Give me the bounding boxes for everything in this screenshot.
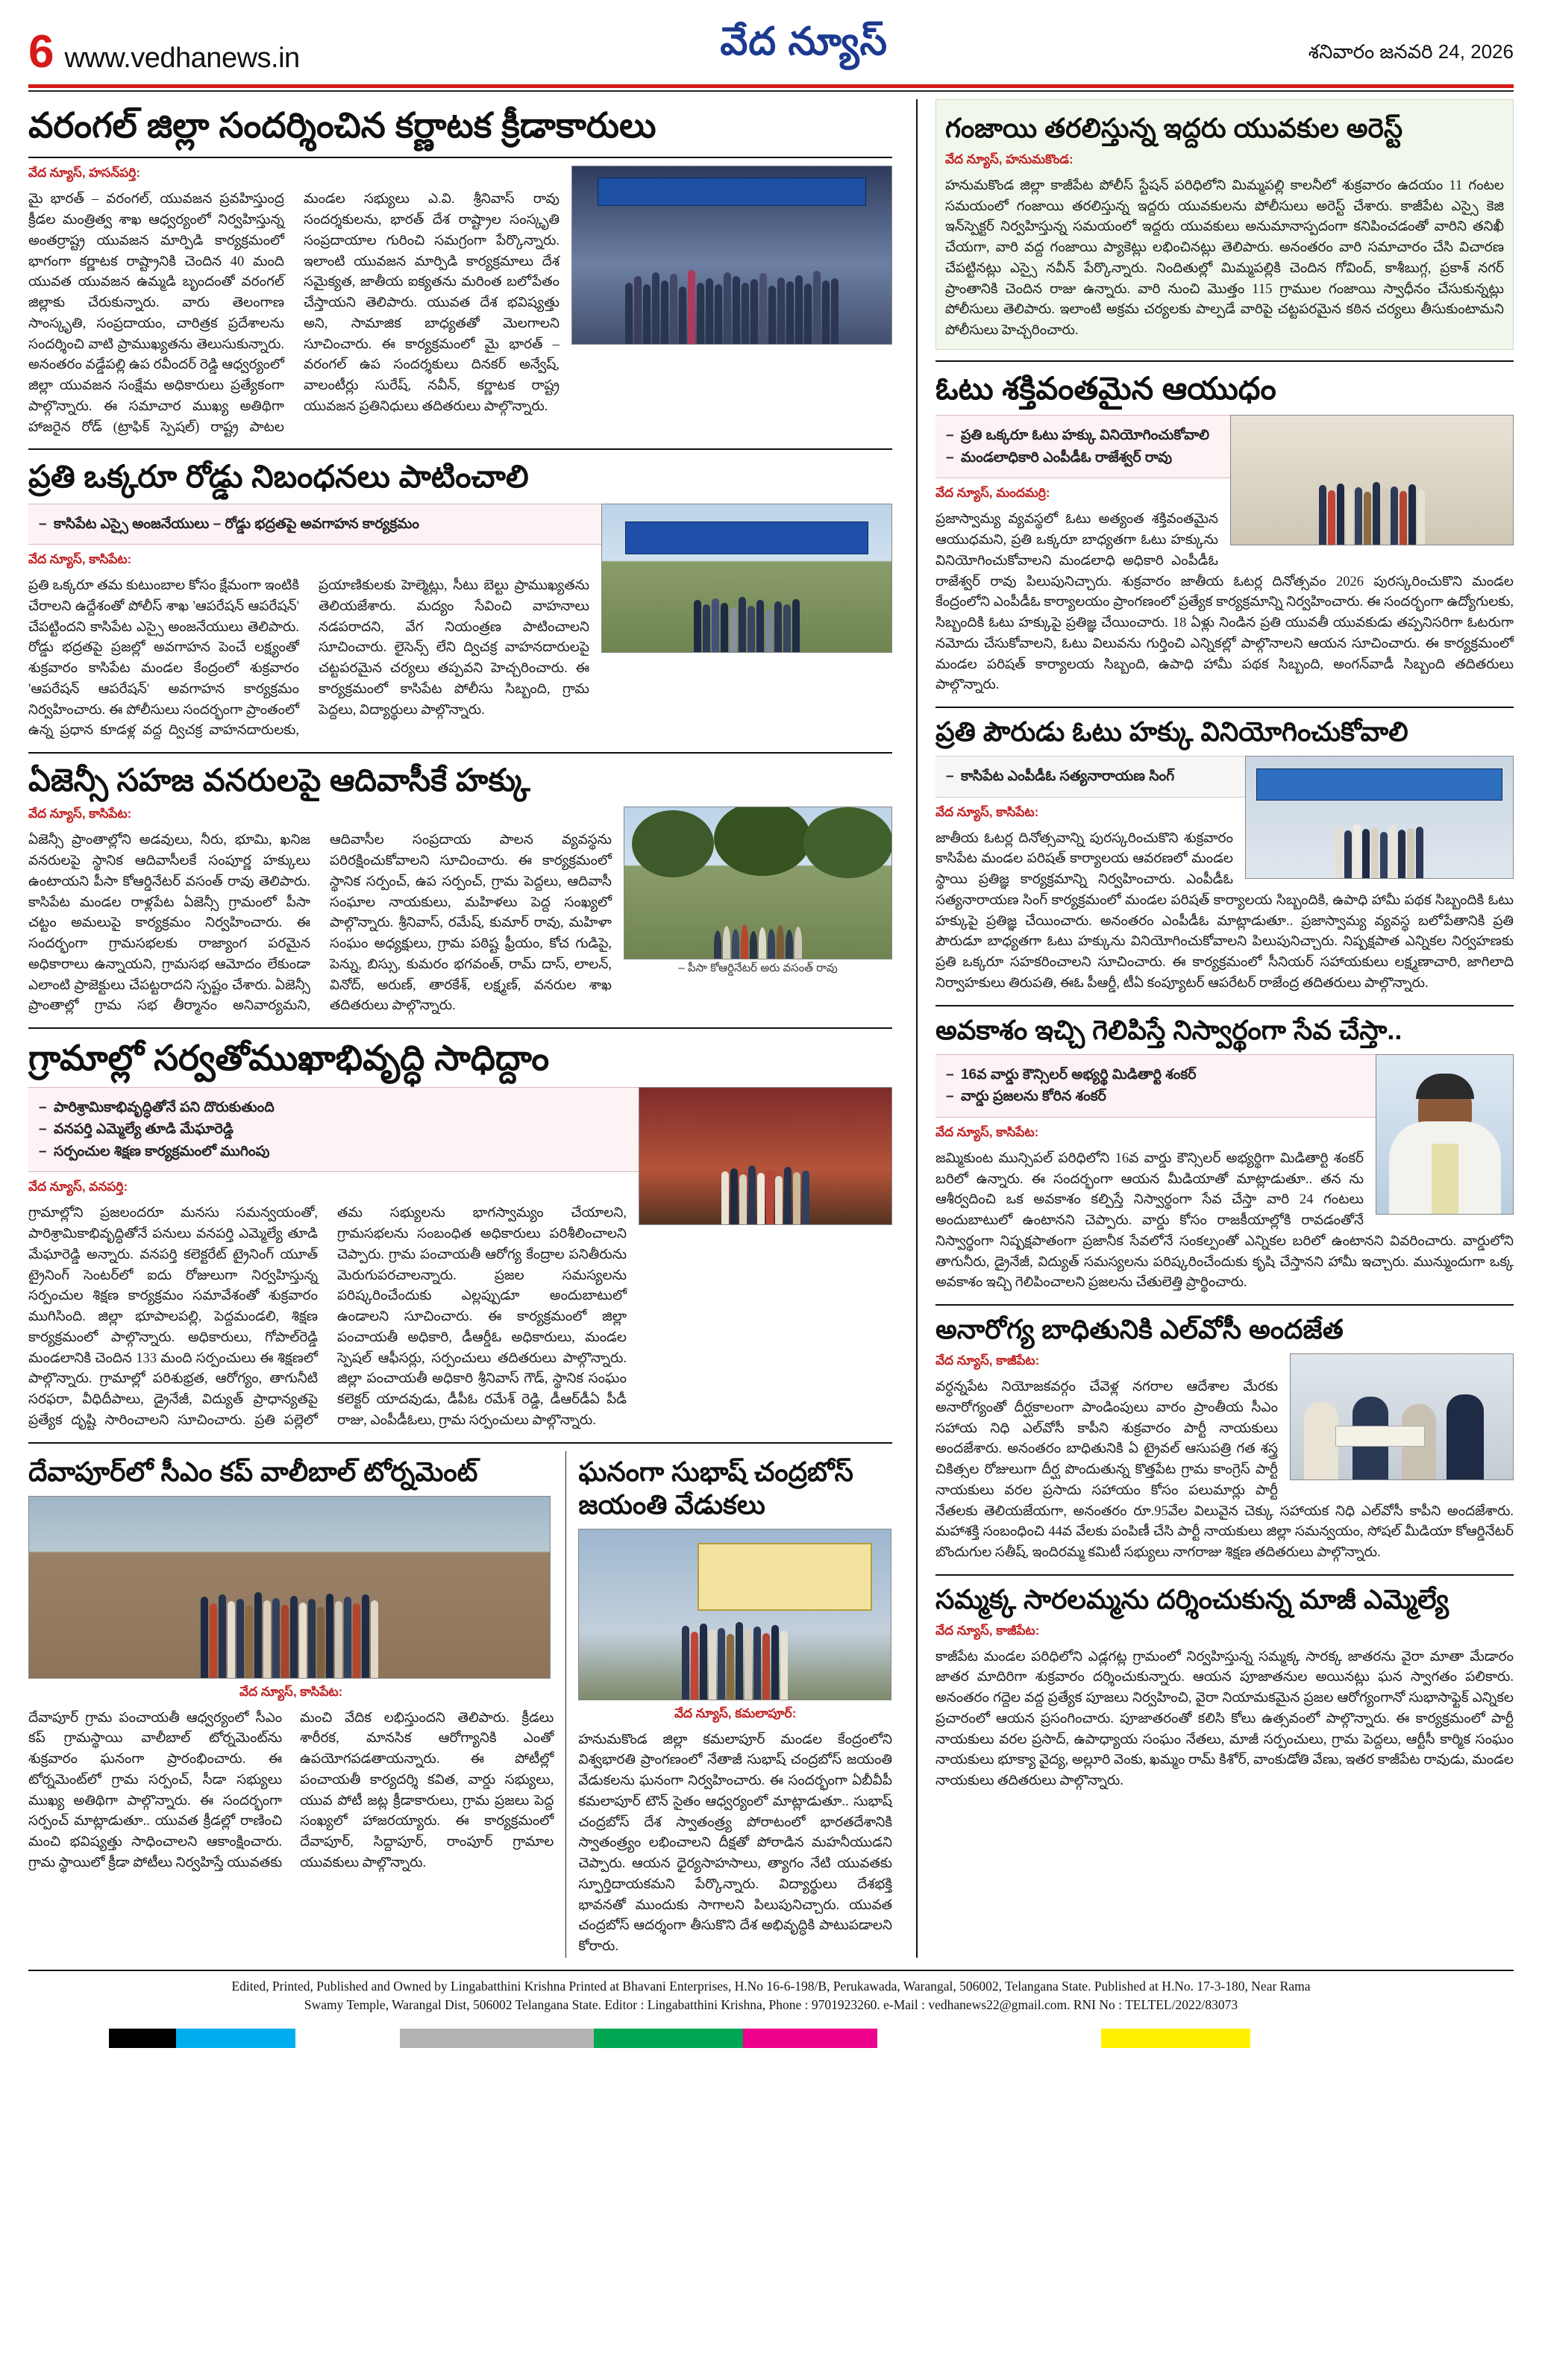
article-village-development <box>28 1036 892 1432</box>
divider <box>28 1442 892 1444</box>
divider <box>28 157 892 158</box>
page-number: 6 <box>28 26 54 78</box>
footer-imprint <box>19 1977 1523 2023</box>
article-body: ఏజెన్సీ ప్రాంతాల్లోని అడవులు, నీరు, భూమి, ఖనిజ వనరులపై స్థానిక ఆదివాసీలకే సంపూర్ణ హక్కులు ఉంటాయని పీసా కోఆర్డినేటర్ వసంత్ రావు తెలిపారు. కాసిపేట మండల రాళ్లపేట ఏజెన్సీ గ్రామంలో పీసా చట్టం అమలుపై కార్యక్రమం నిర్వహించారు. ఈ సందర్భంగా గ్రామసభలకు రాజ్యాంగ పరమైన అధికారాలు ఉన్నాయని, గ్రామసభ ఆమోదం లేకుండా ఎలాంటి ప్రాజెక్టులు చేపట్టరాదని స్పష్టం చేశారు. ఏజెన్సీ ప్రాంతాల్లో గ్రామ సభ తీర్మానం అనివార్యమని, ఆదివాసీల సంప్రదాయ పాలన వ్యవస్థను పరిరక్షించుకోవాలని సూచించారు. ఈ కార్యక్రమంలో స్థానిక సర్పంచ్, ఉప సర్పంచ్, గ్రామ పెద్దలు, ఆదివాసీ సంఘాల నాయకులు, మహిళలు పెద్ద సంఖ్యలో పాల్గొన్నారు. శ్రీనివాస్, రమేష్, కుమార్ రావు, మహిళా సంఘం అధ్యక్షులు, గ్రామ పఠిష్ట ఫ్రీయం, కోచ గుడిపై, పెన్ను, బిస్సు, కుమరం భగవంత్, రామ్ దాస్, లాలన్, వినోద్, అరుణ్, తారకేశ్, లక్ష్మణ్, వనరుల శాఖ తదితరులు పాల్గొన్నారు. <box>28 833 612 1014</box>
photo-gram-sabha-meeting <box>624 807 892 959</box>
article-headline: గ్రామాల్లో సర్వతోముఖాభివృద్ధి సాధిద్దాం <box>28 1038 550 1078</box>
article-headline: ఘనంగా సుభాష్ చంద్రబోస్ జయంతి వేడుకలు <box>578 1456 853 1520</box>
article-byline: వేద న్యూస్, కాజీపేట: <box>935 1353 1040 1368</box>
article-byline: వేద న్యూస్, హసన్‌పర్తి: <box>28 166 140 181</box>
footer-divider <box>28 1970 1514 1971</box>
article-headline: గంజాయి తరలిస్తున్న ఇద్దరు యువకుల అరెస్ట్ <box>944 113 1403 143</box>
article-byline: వేద న్యూస్, కమలాపూర్: <box>674 1706 797 1720</box>
photo-group-karnataka-athletes <box>571 166 892 345</box>
article-body: కాజీపేట మండల పరిధిలోని ఎడ్లగట్ల గ్రామంలో నిర్వహిస్తున్న సమ్మక్క సారక్క జాతరను వైరా మాతా మేడారం జాతర మాదిరిగా శుక్రవారం దర్శించుకున్నారు. ఆయన పూజాతనుల అయినట్లు ఘన స్వాగతం పలికారు. అనంతరం గద్దెల వద్ద ప్రత్యేక పూజలు నిర్వహించి, వైరా నియామకమైన ప్రజల ఆరోగ్యంగానో సుభాసాఫ్టెక్‌ ఎన్నికల ప్రచారంలో ఆయన ప్రసంగించారు. పూజాతరంతో కలిసి కోలు ఉత్సవంలో పాల్గొన్నారు. ఈ కార్యక్రమంలో పార్టీ నాయకులు వరల ప్రసాద్, ఉపాధ్యాయ సంఘం నేతలు, మాజీ సర్పంచులు, గ్రామ పెద్దలు, ఆర్టీసీ కార్మిక సంఘం నాయకులు భూక్యా వైద్య, అల్లూరి వెంకు, ఖమ్మం రామ్ కిశోర్, వాంకుడోతి వేణు, ఇతర కాజీపేట రావుడు, మండల నాయకులు తదితరులు పాల్గొన్నారు. <box>935 1649 1514 1789</box>
article-headline: సమ్మక్క సారలమ్మను దర్శించుకున్న మాజీ ఎమ్మెల్యే <box>935 1583 1449 1615</box>
article-photo-figure <box>624 807 892 977</box>
article-ganja-arrest <box>935 99 1514 350</box>
article-body: హనుమకొండ జిల్లా కాజీపేట పోలీస్ స్టేషన్ పరిధిలోని మిమ్మపల్లి కాలనీలో శుక్రవారం ఉదయం 11 గంటల సమయంలో గంజాయి తరలిస్తున్న ఇద్దరు యువకులను పోలీసులు అరెస్ట్ చేశారు. కాజీపేట ఎస్సై కెజి ఇన్‌స్పెక్టర్ నిర్వహిస్తున్న సమయంలో ఇద్దరు యువకులు అనుమానాస్పదంగా కనిపించడంతో వారిని తనిఖీ చేయగా, వారి వద్ద గంజాయి ప్యాకెట్లు లభించినట్లు తెలిపారు. అనంతరం వారి సమాచారం చేసి విచారణ చేపట్టినట్లు ఎస్సై నవీన్ పేర్కొన్నారు. నిందితుల్లో మిమ్మపల్లికి చెందిన గోవింద్, కాశీబుగ్గ, ప్రకాశ్ నగర్ ప్రాంతానికి చెందిన రాజు ఉన్నారు. వారి నుంచి మొత్తం 115 గ్రాముల గంజాయి స్వాధీనం చేసుకున్నట్లు పోలీసులు తెలిపారు. ఇలాంటి అక్రమ చర్యలకు పాల్పడే వారిపై చట్టపరమైన కఠిన చర్యలు తీసుకుంటామని పోలీసులు హెచ్చరించారు. <box>944 178 1504 339</box>
divider <box>935 1005 1514 1006</box>
article-body: గ్రామాల్లోని ప్రజలందరూ మనసు సమన్వయంతో, పారిశ్రామికాభివృద్ధితోనే పనులు వనపర్తి ఎమ్మెల్యే తూడి మేఘారెడ్డి అన్నారు. వనపర్తి కలెక్టరేట్ ట్రైనింగ్ యూత్ ట్రైనింగ్ సెంటర్‌లో ఐదు రోజులుగా నిర్వహిస్తున్న సర్పంచుల శిక్షణ కార్యక్రమం సమావేశంతో శుక్రవారం ముగిసింది. జిల్లా భూపాలపల్లి, పెద్దమండలి, శిక్షణ కార్యక్రమంలో పాల్గొన్నారు. అధికారులు, గోపాల్‌రెడ్డి మండలానికి చెందిన 133 మంది సర్పంచులు ఈ శిక్షణలో పాల్గొన్నారు. గ్రామాల్లో పరిశుభ్రత, ఆరోగ్యం, తాగునీటి సరఫరా, వీధిదీపాలు, డ్రైనేజీ, విద్యుత్ ప్రాధాన్యతపై ప్రత్యేక దృష్టి సారించాలని సూచించారు. ప్రతి పల్లెలో తమ సభ్యులను భాగస్వామ్యం చేయాలని, గ్రామసభలను సంబంధిత అధికారులు పరిశీలించాలని చెప్పారు. గ్రామ పంచాయతీ ఆరోగ్య కేంద్రాల పనితీరును మెరుగుపరచాలన్నారు. ప్రజల సమస్యలను పరిష్కరించేందుకు ఎల్లప్పుడూ అందుబాటులో ఉండాలని సూచించారు. ఈ కార్యక్రమంలో జిల్లా పంచాయతీ అధికారి, డీఆర్డీఓ అధికారులు, మండల స్పెషల్ ఆఫీసర్లు, సర్పంచులు తదితరులు పాల్గొన్నారు. జిల్లా పంచాయతీ అధికారి శ్రీనివాస్ గౌడ్, స్థానిక సంఘం కలెక్టర్ యాదవుడు, డీపీఓ రమేశ్ రెడ్డి, డీఆర్‌డీఏ పీడీ రాజు, ఎంపీడీఓలు, గ్రామ సర్పంచులు పాల్గొన్నారు. <box>28 1206 627 1428</box>
right-column <box>925 99 1514 1958</box>
bullet-item: – సర్పంచుల శిక్షణ కార్యక్రమంలో ముగింపు <box>39 1142 882 1162</box>
article-byline: వేద న్యూస్, కాసిపేట: <box>935 1124 1039 1139</box>
site-url[interactable]: www.vedhanews.in <box>64 43 300 74</box>
article-body: మై భారత్ – వరంగల్, యువజన ప్రవహిస్తుంద్ర క్రీడల మంత్రిత్వ శాఖ ఆధ్వర్యంలో నిర్వహిస్తున్న అంతర్రాష్ట్ర యువజన మార్పిడి కార్యక్రమంలో భాగంగా కర్ణాటక రాష్ట్రానికి చెందిన 40 మంది యువత యువజన ఉమ్మడి బృందంతో వరంగల్ జిల్లాకు చేరుకున్నారు. వారు తెలంగాణ సాంస్కృతి, సంప్రదాయం, చారిత్రక ప్రదేశాలను సందర్శించి వాటి ప్రాముఖ్యతను తెలుసుకున్నారు. అనంతరం వడ్డేపల్లి ఉప రవీందర్ రెడ్డి ఆధ్వర్యంలో జిల్లా యువజన సంక్షేమ అధికారులు ప్రత్యేకంగా పాల్గొన్నారు. ఈ సమాచార ముఖ్య అతిథిగా హాజరైన రోడ్ (ట్రాఫిక్ స్పెషల్) రాష్ట్ర పాటల మండల సభ్యులు ఎ.వి. శ్రీనివాస్ రావు సందర్శకులను, భారత్ దేశ రాష్ట్రాల సంస్కృతి సంప్రదాయాల గురించి సమగ్రంగా పేర్కొన్నారు. ఇలాంటి యువజన మార్పిడి కార్యక్రమాలు దేశ సమైక్యత, జాతీయ ఐక్యతను మరింత బలోపేతం చేస్తాయని తెలిపారు. యువత దేశ భవిష్యత్తు అని, సామాజిక బాధ్యతతో మెలగాలని సూచించారు. ఈ కార్యక్రమంలో మై భారత్ – వరంగల్ ఉప సందర్శకులు దినకర్ అన్వేష్, వాలంటీర్లు సురేష్, నవీన్, కర్ణాటక రాష్ట్ర యువజన ప్రతినిధులు తదితరులు పాల్గొన్నారు. <box>28 192 560 435</box>
bullet-item: – మండలాధికారి ఎంపీడీఓ రాజేశ్వర్ రావు <box>946 448 1503 468</box>
article-councillor-candidate-appeal <box>935 1014 1514 1294</box>
article-subhash-chandra-bose-jayanti <box>578 1451 892 1958</box>
article-body: జాతీయ ఓటర్ల దినోత్సవాన్ని పురస్కరించుకొని శుక్రవారం కాసిపేట మండల పరిషత్ కార్యాలయ ఆవరణలో మండల స్థాయి ప్రతిజ్ఞ కార్యక్రమాన్ని నిర్వహించారు. ఎంపీడీఓ సత్యనారాయణ సింగ్ కార్యక్రమంలో మండల పరిషత్ కార్యాలయ సిబ్బందికి, ఉపాధి హామీ పథక సిబ్బందికి ఓటు హక్కుపై ప్రతిజ్ఞ చేయించారు. అనంతరం ఎంపీడీఓ మాట్లాడుతూ.. ప్రజాస్వామ్య వ్యవస్థ బలోపేతానికి ప్రతి పౌరుడూ బాధ్యతగా ఓటు హక్కును వినియోగించుకోవాలని పిలుపునిచ్చారు. నిష్పక్షపాత ఎన్నికల నిర్వహణకు ప్రతి ఒక్కరూ సహకరించాలని సూచించారు. ఈ కార్యక్రమంలో సీనియర్ సహాయకులు లక్ష్మణాచారి, జాగిలాది నిర్వాహకులు తిరుపతి, ఈఓ పీఆర్డీ, టీఏ కంప్యూటర్ ఆపరేటర్ రాజేంద్ర తదితరులు పాల్గొన్నారు. <box>935 830 1514 991</box>
divider <box>28 1027 892 1029</box>
article-byline: వేద న్యూస్, కాసిపేట: <box>935 804 1039 819</box>
main-column-divider <box>916 99 918 1958</box>
article-byline: వేద న్యూస్, మందమర్రి: <box>935 486 1050 501</box>
article-warangal-karnataka-athletes <box>28 104 892 438</box>
article-byline: వేద న్యూస్, వనపర్తి: <box>28 1180 128 1194</box>
article-body: హనుమకొండ జిల్లా కమలాపూర్ మండల కేంద్రంలోని విశ్వభారతి ప్రాంగణంలో నేతాజీ సుభాష్ చంద్రబోస్ జయంతి వేడుకలను ఘనంగా నిర్వహించారు. ఈ సందర్భంగా ఏబీవీపీ కమలాపూర్ టౌన్ సైతం ఆధ్వర్యంలో మాట్లాడుతూ.. సుభాష్ చంద్రబోస్ దేశ స్వాతంత్ర్య పోరాటంలో భారతదేశానికి స్వాతంత్ర్యం లభించాలని దీక్షతో పోరాడిన మహనీయుడని చెప్పారు. ఆయన ధైర్యసాహసాలు, త్యాగం నేటి యువతకు స్ఫూర్తిదాయకమని పేర్కొన్నారు. విద్యార్థులు దేశభక్తి భావనతో ముందుకు సాగాలని పిలుపునిచ్చారు. యువత చంద్రబోస్ ఆదర్శంగా తీసుకొని దేశ అభివృద్ధికి పాటుపడాలని కోరారు. <box>578 1732 892 1954</box>
article-body: వర్ధన్నపేట నియోజకవర్గం చేవెళ్ల నగరాల ఆదేశాల మేరకు అనారోగ్యంతో దీర్ఘకాలంగా పాండింపులు వారం ప్రాంతీయ సీఎం సహాయ నిధి ఎల్‌వోసీ కాపీని శుక్రవారం పార్టీ నాయకులు అందజేశారు. అనంతరం బాధితునికి ఏ ట్రైవల్ ఆసుపత్రి గత శస్త్ర చికిత్సల రోజులుగా దీర్ఘ పొందుతున్న కొత్తపేట గ్రామ కాంగ్రెస్ పార్టీ నాయకులు వరల ప్రసాదు సహాయం కోసం పలుమార్లు పార్టీ నేతలకు తెలియజేయగా, అనంతరం రూ.95వేల విలువైన చెక్కు సహాయక నిధి ఎల్‌వోసీ కాపీని అందజేశారు. మహాశక్తి సంబంధించి 44వ వేలకు పంపిణీ చేసి పార్టీ నాయకులు జిల్లా సమన్వయం, సోషల్ మీడియా కోఆర్డినేటర్ బొందుగుల సతీష్, ఇందిరమ్మ కమిటీ సభ్యులు నాగరాజు శిక్షణ తదితరులు పాల్గొన్నారు. <box>935 1380 1514 1561</box>
article-headline: అనారోగ్య బాధితునికి ఎల్‌వోసీ అందజేత <box>935 1314 1344 1345</box>
article-tribal-resources-rights <box>28 761 892 1017</box>
article-byline: వేద న్యూస్, హనుమకొండ: <box>944 151 1074 166</box>
article-headline: ఏజెన్సీ సహజ వనరులపై ఆదివాసీకే హక్కు <box>28 762 530 798</box>
divider <box>935 1574 1514 1576</box>
print-color-bar <box>19 2029 1523 2048</box>
article-body: దేవాపూర్ గ్రామ పంచాయతీ ఆధ్వర్యంలో సీఎం కప్ గ్రామస్థాయి వాలీబాల్ టోర్నమెంట్‌ను శుక్రవారం ఘనంగా ప్రారంభించారు. ఈ టోర్నమెంట్‌లో గ్రామ సర్పంచ్, సీడా సభ్యులు ముఖ్య అతిథిగా పాల్గొన్నారు. ఈ సందర్భంగా సర్పంచ్ మాట్లాడుతూ.. యువత క్రీడల్లో రాణించి మంచి భవిష్యత్తు సాధించాలని ఆకాంక్షించారు. గ్రామ స్థాయిలో క్రీడా పోటీలు నిర్వహిస్తే యువతకు మంచి వేదిక లభిస్తుందని తెలిపారు. క్రీడలు శారీరక, మానసిక ఆరోగ్యానికి ఎంతో ఉపయోగపడతాయన్నారు. ఈ పోటీల్లో పంచాయతీ కార్యదర్శి కవిత, వార్డు సభ్యులు, యువ పోటీ జట్ల క్రీడాకారులు, గ్రామ ప్రజలు పెద్ద సంఖ్యలో హాజరయ్యారు. ఈ కార్యక్రమంలో దేవాపూర్, సిద్దాపూర్, రాంపూర్ గ్రామాల యువకులు పాల్గొన్నారు. <box>28 1710 554 1870</box>
photo-volleyball-team <box>28 1496 551 1679</box>
article-byline: వేద న్యూస్, కాసిపేట: <box>28 807 132 821</box>
article-body: ప్రజాస్వామ్య వ్యవస్థలో ఓటు అత్యంత శక్తివంతమైన ఆయుధమని, ప్రతి ఒక్కరూ బాధ్యతగా ఓటు హక్కును వినియోగించుకోవాలని మండలాధి అధికారి ఎంపీడీఓ రాజేశ్వర్ రావు పిలుపునిచ్చారు. శుక్రవారం జాతీయ ఓటర్ల దినోత్సవం 2026 పురస్కరించుకొని మండల కేంద్రంలోని ఎంపీడీఓ కార్యాలయం ప్రాంగణంలో ప్రత్యేక కార్యక్రమాన్ని నిర్వహించారు. ఈ సందర్భంగా ఉద్యోగులకు, సిబ్బందికి ఓటు హక్కుపై ప్రతిజ్ఞ చేయించారు. 18 ఏళ్లు నిండిన ప్రతి యువతీ యువకుడు తప్పనిసరిగా ఓటరుగా నమోదు చేసుకోవాలని, ఓటు విలువను గుర్తించి ఎన్నికల్లో పాల్గొనాలని ఆయన సూచించారు. ఈ కార్యక్రమంలో మండల పరిషత్ కార్యాలయ సిబ్బంది, ఉపాధి హామీ పథక సిబ్బంది, అంగన్‌వాడీ సిబ్బంది తదితరులు పాల్గొన్నారు. <box>935 512 1514 693</box>
left-bottom-row <box>28 1451 892 1958</box>
divider <box>28 448 892 450</box>
article-volleyball-tournament <box>28 1451 554 1958</box>
article-photo-figure <box>1290 1353 1514 1480</box>
masthead <box>19 0 1523 81</box>
article-road-rules <box>28 457 892 742</box>
page-content <box>19 99 1523 1958</box>
footer-line-2: Swamy Temple, Warangal Dist, 506002 Telangana State. Editor : Lingabatthini Krishna, Phone : 9701923260. e-Mail : vedhanews22@gmail.com. RNI No : TELTEL/2022/83073 <box>304 1997 1238 2013</box>
divider <box>935 707 1514 708</box>
article-photo-figure <box>571 166 892 345</box>
article-headline: ఓటు శక్తివంతమైన ఆయుధం <box>935 370 1276 406</box>
bullet-item: – 16వ వార్డు కౌన్సిలర్ అభ్యర్థి మిడితార్టి శంకర్ <box>946 1065 1503 1085</box>
masthead-rule-thin <box>28 90 1514 92</box>
divider <box>935 1304 1514 1306</box>
left-column <box>28 99 909 1958</box>
article-headline: వరంగల్ జిల్లా సందర్శించిన కర్ణాటక క్రీడాకారులు <box>28 105 656 145</box>
article-headline: దేవాపూర్‌లో సీఎం కప్ వాలీబాల్ టోర్నమెంట్ <box>28 1456 478 1487</box>
article-byline: వేద న్యూస్, కాసిపేట: <box>239 1684 343 1699</box>
bullet-item: – ప్రతి ఒక్కరూ ఓటు హక్కు వినియోగించుకోవాలి <box>946 426 1503 445</box>
article-loc-handover <box>935 1313 1514 1564</box>
column-divider <box>565 1451 566 1958</box>
article-byline: వేద న్యూస్, కాజీపేట: <box>935 1623 1040 1638</box>
publication-title: వేద న్యూస్ <box>720 20 888 63</box>
masthead-rule-thick <box>28 84 1514 88</box>
bullet-item: – వార్డు ప్రజలను కోరిన శంకర్ <box>946 1087 1503 1106</box>
publication-date: శనివారం జనవరి 24, 2026 <box>1308 40 1514 63</box>
article-headline: ప్రతి ఒక్కరూ రోడ్డు నిబంధనలు పాటించాలి <box>28 459 529 495</box>
bullet-item: – కాసిపేట ఎస్సై అంజనేయులు – రోడ్డు భద్రతపై అవగాహన కార్యక్రమం <box>39 515 882 534</box>
article-every-citizen-vote <box>935 715 1514 995</box>
photo-caption: – పీసా కోఆర్డినేటర్ అరు వసంత్ రావు <box>678 962 838 975</box>
masthead-left <box>28 26 300 78</box>
divider <box>935 360 1514 362</box>
article-headline: అవకాశం ఇచ్చి గెలిపిస్తే నిస్వార్థంగా సేవ చేస్తా.. <box>935 1014 1402 1045</box>
bullet-item: – వనపర్తి ఎమ్మెల్యే తూడి మేఘారెడ్డి <box>39 1120 882 1139</box>
article-headline: ప్రతి పౌరుడు ఓటు హక్కు వినియోగించుకోవాలి <box>935 716 1408 748</box>
article-sammakka-saralamma-visit <box>935 1583 1514 1792</box>
bullet-item: – కాసిపేట ఎంపీడీఓ సత్యనారాయణ సింగ్ <box>946 767 1503 786</box>
footer-line-1: Edited, Printed, Published and Owned by Lingabatthini Krishna Printed at Bhavani Enterprises, H.No 16-6-198/B, Perukawada, Warangal, 506002, Telangana State. Published at H.No. 17-3-180, Near Rama <box>231 1978 1311 1994</box>
divider <box>28 752 892 754</box>
article-byline: వేద న్యూస్, కాసిపేట: <box>28 552 132 567</box>
article-body: ప్రతి ఒక్కరూ తమ కుటుంబాల కోసం క్షేమంగా ఇంటికి చేరాలని ఉద్దేశంతో పోలీస్ శాఖ 'ఆపరేషన్ ఆపరేషన్' చేపట్టిందని కాసిపేట ఎస్సై అంజనేయులు తెలిపారు. రోడ్డు భద్రతపై ప్రజల్లో అవగాహన పెంచే లక్ష్యంతో శుక్రవారం కాసిపేట మండల కేంద్రంలో శుక్రవారం 'ఆపరేషన్ ఆపరేషన్' అవగాహన కార్యక్రమం నిర్వహించారు. ఈ పోలీసులు సందర్భంగా ప్రాంతంలో ఉన్న ప్రధాన కూడళ్ల వద్ద ద్విచక్ర వాహనదారులకు, ప్రయాణికులకు హెల్మెట్లు, సీటు బెల్టు ప్రాముఖ్యతను తెలియజేశారు. మద్యం సేవించి వాహనాలు నడపరాదని, వేగ నియంత్రణ పాటించాలని సూచించారు. లైసెన్స్ లేని ద్విచక్ర వాహనదారులపై చట్టపరమైన చర్యలు తప్పవని హెచ్చరించారు. ఈ కార్యక్రమంలో కాసిపేట పోలీసు సిబ్బంది, గ్రామ పెద్దలు, విద్యార్థులు పాల్గొన్నారు. <box>28 578 589 739</box>
bullet-item: – పారిశ్రామికాభివృద్ధితోనే పని దొరుకుతుంది <box>39 1098 882 1118</box>
photo-jayanti-celebration <box>578 1529 891 1700</box>
article-body: జమ్మికుంట మున్సిపల్ పరిధిలోని 16వ వార్డు కౌన్సిలర్ అభ్యర్థిగా మిడితార్టి శంకర్ బరిలో ఉన్నారు. ఈ సందర్భంగా ఆయన మీడియాతో మాట్లాడుతూ.. తన ను ఆశీర్వదించి ఒక అవకాశం కల్పిస్తే నిస్వార్థంగా సేవ చేస్తా వారి 24 గంటలు అందుబాటులో ఉంటానని చెప్పారు. వార్డు కోసం రాజకీయాల్లోకి రావడంతోనే నిస్వార్థంగా నిష్పక్షపాతంగా ప్రజానీక సేవలోనే సంకల్పంతో ఎన్నికల బరిలో ఉంటానని వివరించారు. వార్డులోని తాగునీరు, డ్రైనేజీ, విద్యుత్ సమస్యలను పరిష్కరించేందుకు కృషి చేస్తానని హామీ ఇచ్చారు. మున్ముందుగా ఒక్క అవకాశం ఇచ్చి గెలిపించాలని ప్రజలను చేతులెత్తి ప్రార్థించారు. <box>935 1150 1514 1291</box>
article-bullets <box>28 1087 892 1173</box>
article-vote-powerful-weapon <box>935 369 1514 696</box>
photo-loc-handover <box>1290 1353 1514 1480</box>
